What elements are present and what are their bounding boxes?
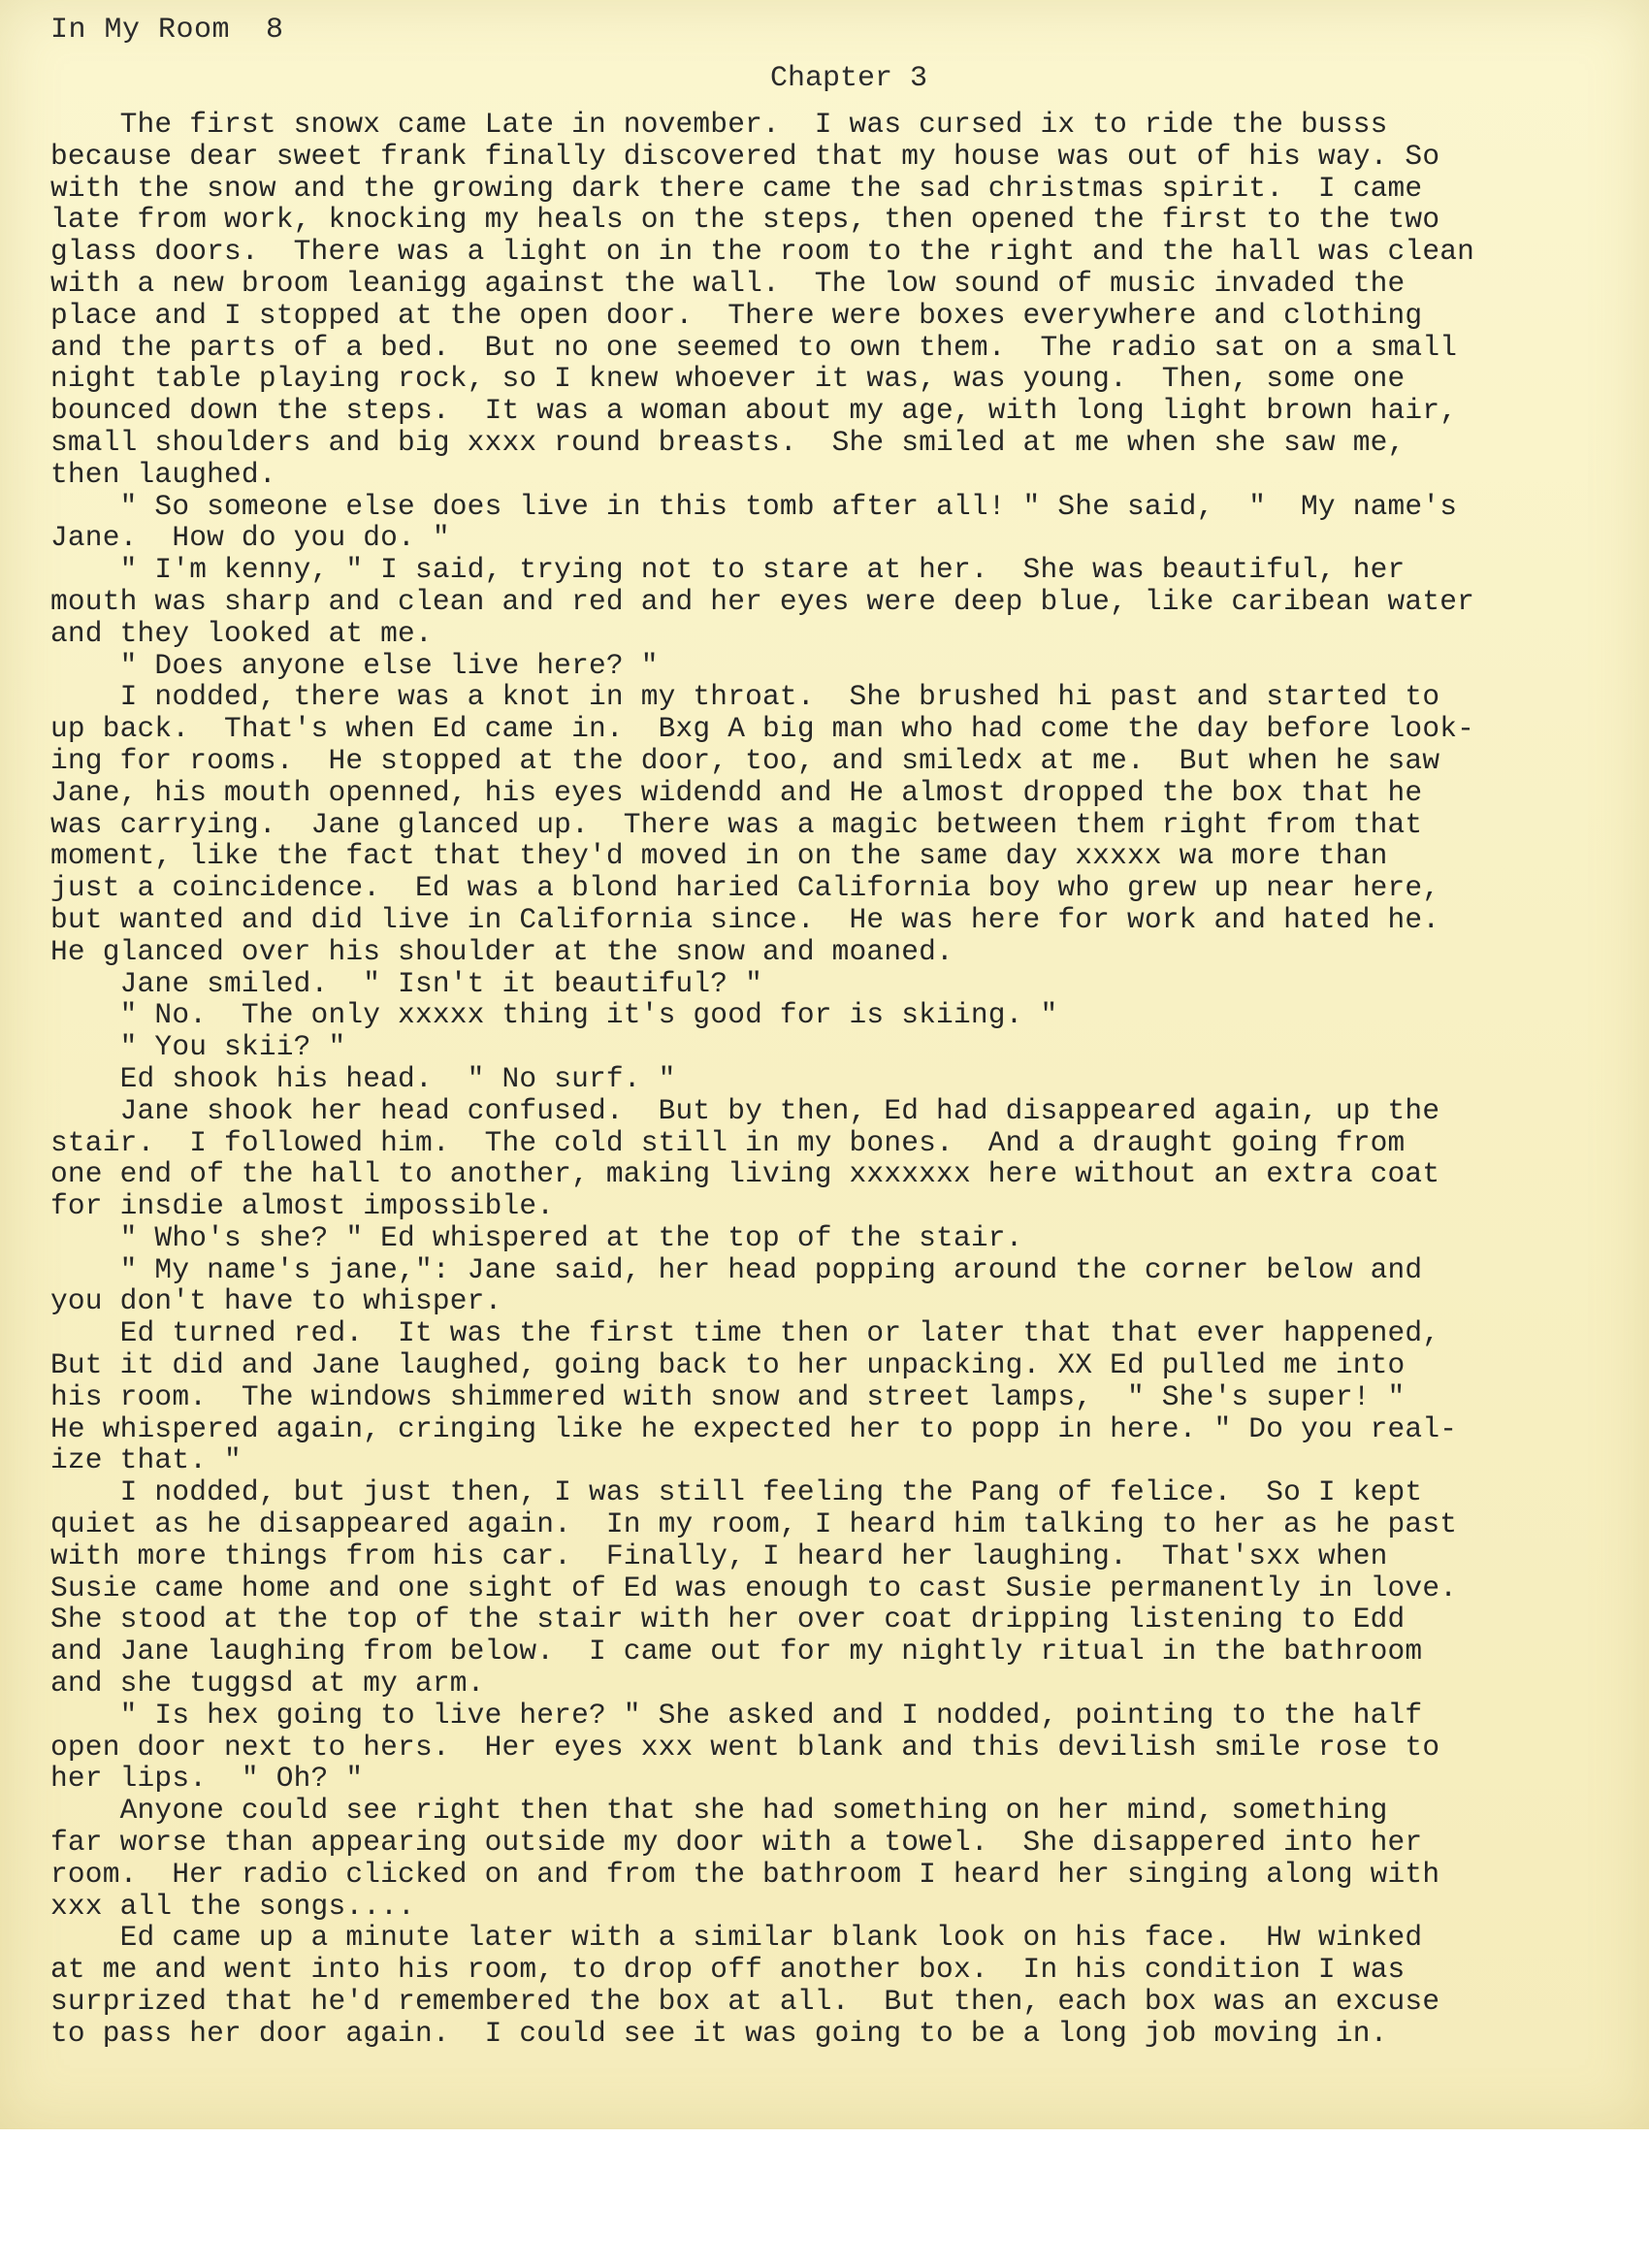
text-line: but wanted and did live in California since. He was here for work and hated he. <box>50 902 1440 936</box>
text-line: place and I stopped at the open door. There were boxes everywhere and clothing <box>50 298 1423 332</box>
text-line: surprized that he'd remembered the box at all. But then, each box was an excuse <box>50 1985 1440 2019</box>
text-line: Jane smiled. " Isn't it beautiful? " <box>50 966 763 1000</box>
text-line: small shoulders and big xxxx round breasts. She smiled at me when she saw me, <box>50 425 1406 459</box>
text-line: " Is hex going to live here? " She asked and I nodded, pointing to the half <box>50 1698 1423 1732</box>
text-line: He whispered again, cringing like he expected her to popp in here. " Do you real- <box>50 1411 1458 1445</box>
text-line: open door next to hers. Her eyes xxx went blank and this devilish smile rose to <box>50 1730 1440 1764</box>
text-line: quiet as he disappeared again. In my room, I heard him talking to her as he past <box>50 1507 1458 1541</box>
text-line: " You skii? " <box>50 1030 346 1064</box>
text-line: Ed turned red. It was the first time then or later that that ever happened, <box>50 1316 1440 1350</box>
text-line: at me and went into his room, to drop off another box. In his condition I was <box>50 1953 1406 1987</box>
text-line: Anyone could see right then that she had something on her mind, something <box>50 1794 1388 1828</box>
text-line: night table playing rock, so I knew whoever it was, was young. Then, some one <box>50 362 1406 396</box>
text-line: one end of the hall to another, making living xxxxxxx here without an extra coat <box>50 1157 1440 1191</box>
text-line: room. Her radio clicked on and from the bathroom I heard her singing along with <box>50 1857 1440 1891</box>
text-line: Ed came up a minute later with a similar blank look on his face. Hw winked <box>50 1921 1423 1955</box>
page-header: In My Room 8 <box>50 14 284 47</box>
text-line: " My name's jane,": Jane said, her head popping around the corner below and <box>50 1252 1423 1286</box>
text-line: The first snowx came Late in november. I was cursed ix to ride the busss <box>50 108 1388 141</box>
body-text <box>50 109 1649 2050</box>
text-line: " Does anyone else live here? " <box>50 648 659 682</box>
text-line: xxx all the songs.... <box>50 1889 415 1923</box>
text-line: ize that. " <box>50 1443 242 1477</box>
text-line: But it did and Jane laughed, going back to her unpacking. XX Ed pulled me into <box>50 1348 1406 1382</box>
text-line: Jane, his mouth openned, his eyes widendd and He almost dropped the box that he <box>50 775 1423 809</box>
text-line: and she tuggsd at my arm. <box>50 1667 485 1701</box>
text-line: mouth was sharp and clean and red and her eyes were deep blue, like caribean water <box>50 584 1475 618</box>
text-line: and the parts of a bed. But no one seemed to own them. The radio sat on a small <box>50 330 1458 364</box>
text-line: ing for rooms. He stopped at the door, too, and smiledx at me. But when he saw <box>50 743 1440 777</box>
text-line: just a coincidence. Ed was a blond haried California boy who grew up near here, <box>50 871 1440 905</box>
text-line: I nodded, there was a knot in my throat. She brushed hi past and started to <box>50 680 1440 714</box>
text-line: bounced down the steps. It was a woman about my age, with long light brown hair, <box>50 394 1458 428</box>
text-line: up back. That's when Ed came in. Bxg A big man who had come the day before look- <box>50 712 1475 746</box>
text-line: I nodded, but just then, I was still feeling the Pang of felice. So I kept <box>50 1475 1423 1509</box>
text-line: his room. The windows shimmered with snow and street lamps, " She's super! " <box>50 1379 1406 1413</box>
text-line: her lips. " Oh? " <box>50 1762 364 1796</box>
text-line: " I'm kenny, " I said, trying not to stare at her. She was beautiful, her <box>50 553 1406 587</box>
text-line: with a new broom leanigg against the wall. The low sound of music invaded the <box>50 266 1406 300</box>
text-line: She stood at the top of the stair with her over coat dripping listening to Edd <box>50 1603 1406 1636</box>
text-line: Jane shook her head confused. But by then, Ed had disappeared again, up the <box>50 1093 1440 1127</box>
text-line: you don't have to whisper. <box>50 1284 502 1318</box>
text-line: glass doors. There was a light on in the room to the right and the hall was clean <box>50 235 1475 269</box>
text-line: to pass her door again. I could see it was going to be a long job moving in. <box>50 2016 1388 2050</box>
text-line: " Who's she? " Ed whispered at the top of the stair. <box>50 1220 1023 1254</box>
text-line: moment, like the fact that they'd moved in on the same day xxxxx wa more than <box>50 839 1388 873</box>
text-line: late from work, knocking my heals on the steps, then opened the first to the two <box>50 203 1440 237</box>
text-line: because dear sweet frank finally discovered that my house was out of his way. So <box>50 139 1440 173</box>
text-line: stair. I followed him. The cold still in my bones. And a draught going from <box>50 1125 1406 1159</box>
chapter-title: Chapter 3 <box>769 62 928 95</box>
text-line: He glanced over his shoulder at the snow and moaned. <box>50 934 954 968</box>
text-line: Ed shook his head. " No surf. " <box>50 1061 676 1095</box>
text-line: " No. The only xxxxx thing it's good for is skiing. " <box>50 998 1058 1032</box>
text-line: and they looked at me. <box>50 616 433 650</box>
text-line: far worse than appearing outside my door with a towel. She disappered into her <box>50 1826 1423 1860</box>
text-line: and Jane laughing from below. I came out for my nightly ritual in the bathroom <box>50 1635 1423 1669</box>
text-line: Jane. How do you do. " <box>50 521 450 555</box>
text-line: with more things from his car. Finally, I heard her laughing. That'sxx when <box>50 1539 1388 1572</box>
text-line: Susie came home and one sight of Ed was enough to cast Susie permanently in love. <box>50 1571 1458 1604</box>
text-line: then laughed. <box>50 457 276 491</box>
text-line: with the snow and the growing dark there came the sad christmas spirit. I came <box>50 171 1423 205</box>
text-line: was carrying. Jane glanced up. There was a magic between them right from that <box>50 807 1423 841</box>
text-line: " So someone else does live in this tomb after all! " She said, " My name's <box>50 489 1458 523</box>
text-line: for insdie almost impossible. <box>50 1189 555 1223</box>
